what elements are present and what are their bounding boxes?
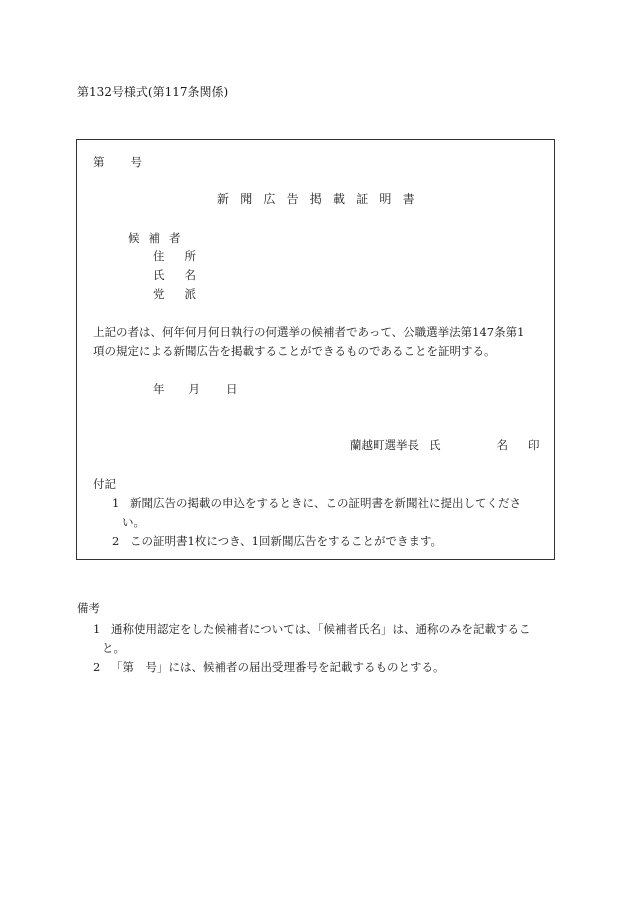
note-text-continuation: い。 <box>122 515 145 529</box>
remark-item <box>93 660 445 675</box>
certificate-body-line-1: 上記の者は、何年何月何日執行の何選挙の候補者であって、公職選挙法第147条第1 <box>93 325 525 339</box>
official-name-marker: 名 <box>496 438 508 452</box>
remark-text: 通称使用認定をした候補者については、「候補者氏名」は、通称のみを記載するこ <box>111 622 531 636</box>
remark-number: 1 <box>93 622 101 636</box>
note-number: 1 <box>112 496 120 510</box>
note-text: 新聞広告の掲載の申込をするときに、この証明書を新聞社に提出してくださ <box>130 496 521 510</box>
note-number: 2 <box>112 534 120 548</box>
seal-mark: 印 <box>528 438 540 452</box>
address-label: 住所 <box>153 249 216 263</box>
certificate-number-suffix: 号 <box>130 155 142 169</box>
date-year: 年 <box>153 382 165 396</box>
remark-text: 「第 号」には、候補者の届出受理番号を記載するものとする。 <box>111 660 445 674</box>
remarks-heading: 備考 <box>77 601 100 615</box>
notes-heading: 付記 <box>93 477 116 491</box>
party-label: 党派 <box>153 287 216 301</box>
name-label: 氏名 <box>153 268 216 282</box>
note-text: この証明書1枚につき、1回新聞広告をすることができます。 <box>130 534 443 548</box>
certificate-title: 新聞広告掲載証明書 <box>217 192 426 206</box>
certificate-number-prefix: 第 <box>93 155 105 169</box>
date-line <box>153 382 238 397</box>
official-title: 蘭越町選挙長 <box>350 438 419 452</box>
date-day: 日 <box>226 382 238 396</box>
certificate-number <box>93 155 142 170</box>
remark-text-continuation: と。 <box>102 641 125 655</box>
candidate-label: 候補者 <box>128 231 190 245</box>
form-label: 第132号様式(第117条関係) <box>77 85 229 99</box>
official-signature-line <box>350 438 540 453</box>
certificate-body-line-2: 項の規定による新聞広告を掲載することができるものであることを証明する。 <box>93 344 496 358</box>
note-item <box>112 496 521 511</box>
remark-item <box>93 622 531 637</box>
note-item <box>112 534 442 549</box>
date-month: 月 <box>188 382 200 396</box>
remark-number: 2 <box>93 660 101 674</box>
official-surname-marker: 氏 <box>429 438 441 452</box>
